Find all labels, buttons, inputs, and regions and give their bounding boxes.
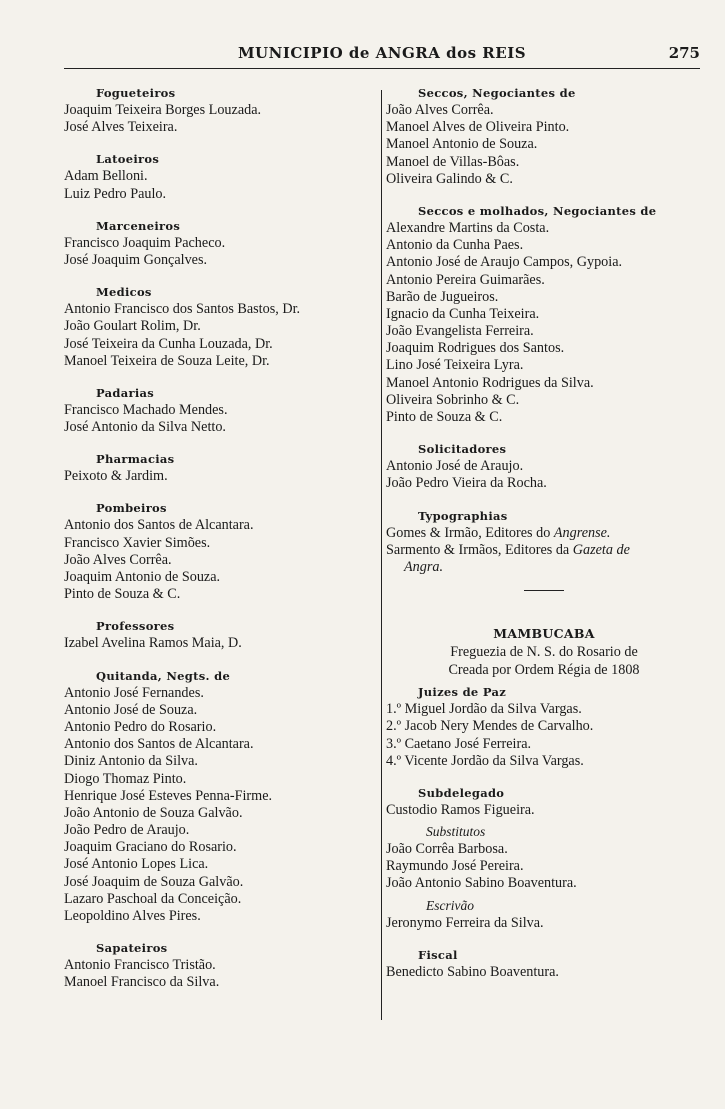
list-item: João Antonio de Souza Galvão. <box>64 804 243 821</box>
list-item: Lino José Teixeira Lyra. <box>386 357 524 374</box>
entry-list <box>64 102 382 136</box>
section-heading: Pharmacias <box>96 452 175 467</box>
section-heading: Escrivão <box>426 897 474 913</box>
list-item: Manoel de Villas-Bôas. <box>386 153 520 170</box>
section-separator <box>524 590 564 591</box>
section <box>64 499 382 603</box>
list-item: José Antonio Lopes Lica. <box>64 856 209 873</box>
list-item: Luiz Pedro Paulo. <box>64 185 167 202</box>
list-item: Alexandre Martins da Costa. <box>386 219 550 236</box>
list-item: João Evangelista Ferreira. <box>386 323 534 340</box>
list-item: Adam Belloni. <box>64 168 148 185</box>
section <box>64 617 382 652</box>
section <box>64 150 382 202</box>
list-item: Manoel Teixeira de Souza Leite, Dr. <box>64 352 270 369</box>
section <box>64 84 382 136</box>
header-rule <box>64 68 700 69</box>
entry-list <box>64 957 382 991</box>
list-item: Antonio José de Araujo. <box>386 458 524 475</box>
list-item: José Joaquim de Souza Galvão. <box>64 873 244 890</box>
section-seccos <box>386 84 702 188</box>
list-item <box>386 542 702 559</box>
list-item: Jeronymo Ferreira da Silva. <box>386 914 544 931</box>
list-item: João Antonio Sabino Boaventura. <box>386 875 577 892</box>
list-item: Lazaro Paschoal da Conceição. <box>64 890 242 907</box>
section <box>64 217 382 269</box>
entry-list <box>64 235 382 269</box>
section-solicitadores <box>386 440 702 492</box>
list-item: Antonio Pereira Guimarães. <box>386 271 545 288</box>
list-item: Henrique José Esteves Penna-Firme. <box>64 787 273 804</box>
entry-list <box>64 635 382 652</box>
section-heading: Medicos <box>96 285 152 300</box>
list-item: Izabel Avelina Ramos Maia, D. <box>64 635 242 652</box>
section-heading: Juizes de Paz <box>418 685 507 700</box>
section-heading: Pombeiros <box>96 501 167 516</box>
entry-list <box>386 458 702 492</box>
list-item: Diogo Thomaz Pinto. <box>64 770 187 787</box>
list-item: Diniz Antonio da Silva. <box>64 753 198 770</box>
list-item: José Alves Teixeira. <box>64 119 178 136</box>
district-subtitle: Creada por Ordem Régia de 1808 <box>448 662 640 679</box>
entry-list <box>386 102 702 188</box>
entry-list <box>386 220 702 426</box>
list-item: Francisco Machado Mendes. <box>64 401 228 418</box>
list-item: Joaquim Antonio de Souza. <box>64 569 221 585</box>
section-seccos-molhados <box>386 202 702 426</box>
section-heading: Fogueteiros <box>96 86 176 100</box>
list-item: Peixoto & Jardim. <box>64 468 168 485</box>
list-item: Antonio José de Araujo Campos, Gypoia. <box>386 254 623 271</box>
entry-list <box>64 517 382 603</box>
list-item: Francisco Joaquim Pacheco. <box>64 234 226 251</box>
list-item: João Corrêa Barbosa. <box>386 841 508 858</box>
section-subdelegado <box>386 784 702 819</box>
list-item: Joaquim Teixeira Borges Louzada. <box>64 102 262 118</box>
list-item: Antonio da Cunha Paes. <box>386 237 524 254</box>
list-item: Antonio dos Santos de Alcantara. <box>64 517 254 534</box>
list-item: Raymundo José Pereira. <box>386 858 524 875</box>
left-column <box>64 84 382 1006</box>
list-item: Manoel Alves de Oliveira Pinto. <box>386 119 570 136</box>
section-fiscal <box>386 946 702 981</box>
entry-text: Sarmento & Irmãos, Editores da <box>386 541 573 558</box>
section-typographias <box>386 507 702 577</box>
list-item: 1.º Miguel Jordão da Silva Vargas. <box>386 701 582 718</box>
entry-list <box>386 701 702 770</box>
section-heading: Sapateiros <box>96 941 168 956</box>
list-item: Benedicto Sabino Boaventura. <box>386 963 559 980</box>
section-heading: Professores <box>96 619 175 634</box>
list-item: Antonio José Fernandes. <box>64 684 204 701</box>
right-column <box>386 84 702 995</box>
section <box>64 667 382 926</box>
list-item: Antonio José de Souza. <box>64 701 198 718</box>
list-item: Manoel Francisco da Silva. <box>64 974 220 991</box>
entry-list <box>64 168 382 202</box>
entry-list <box>64 685 382 926</box>
section-heading: Substitutos <box>426 824 486 840</box>
list-item: 2.º Jacob Nery Mendes de Carvalho. <box>386 718 594 735</box>
section-heading: Solicitadores <box>418 442 507 457</box>
list-item: José Antonio da Silva Netto. <box>64 419 226 436</box>
section-heading: Quitanda, Negts. de <box>96 668 231 683</box>
list-item: Manoel Antonio Rodrigues da Silva. <box>386 374 594 391</box>
newspaper-name: Angra. <box>404 558 444 575</box>
list-item: Antonio Pedro do Rosario. <box>64 718 217 735</box>
section-heading: Latoeiros <box>96 152 160 167</box>
list-item: João Alves Corrêa. <box>386 102 494 118</box>
list-item: José Joaquim Gonçalves. <box>64 251 208 268</box>
list-item: Oliveira Sobrinho & C. <box>386 391 520 408</box>
district-title: MAMBUCABA <box>493 626 595 642</box>
list-item: Manoel Antonio de Souza. <box>386 136 538 153</box>
entry-text: Gomes & Irmão, Editores do <box>386 524 554 541</box>
newspaper-name: Gazeta de <box>572 541 630 558</box>
list-item: Oliveira Galindo & C. <box>386 170 513 187</box>
entry-list <box>64 301 382 370</box>
entry-list <box>386 915 702 932</box>
section <box>64 283 382 370</box>
list-item: 3.º Caetano José Ferreira. <box>386 735 532 752</box>
section <box>64 450 382 485</box>
section-escrivao <box>386 897 702 932</box>
page-header <box>64 40 700 68</box>
entry-list <box>386 964 702 981</box>
section <box>64 384 382 436</box>
section-substitutos <box>386 823 702 893</box>
list-item: Ignacio da Cunha Teixeira. <box>386 305 540 322</box>
list-item: Custodio Ramos Figueira. <box>386 801 535 818</box>
list-item: Francisco Xavier Simões. <box>64 534 211 551</box>
section-heading: Seccos e molhados, Negociantes de <box>418 203 657 218</box>
list-item: Pinto de Souza & C. <box>64 586 181 603</box>
list-item: João Pedro de Araujo. <box>64 822 190 839</box>
section-mambucaba <box>386 625 702 679</box>
section <box>64 939 382 991</box>
section-juizes <box>386 683 702 770</box>
list-item <box>386 525 702 542</box>
entry-list <box>386 802 702 819</box>
list-item: Leopoldino Alves Pires. <box>64 908 201 924</box>
list-item: Antonio Francisco dos Santos Bastos, Dr. <box>64 301 301 318</box>
list-item: 4.º Vicente Jordão da Silva Vargas. <box>386 752 584 769</box>
list-item: João Pedro Vieira da Rocha. <box>386 475 547 492</box>
section-heading: Seccos, Negociantes de <box>418 86 576 100</box>
list-item: José Teixeira da Cunha Louzada, Dr. <box>64 335 273 352</box>
page-number: 275 <box>668 44 700 62</box>
entry-list <box>64 468 382 485</box>
list-item: Joaquim Rodrigues dos Santos. <box>386 340 565 357</box>
entry-list <box>64 402 382 436</box>
list-item: Barão de Jugueiros. <box>386 288 499 305</box>
section-heading: Padarias <box>96 385 155 400</box>
section-heading: Subdelegado <box>418 785 505 800</box>
list-item: Antonio Francisco Tristão. <box>64 957 216 974</box>
list-item: João Alves Corrêa. <box>64 551 172 568</box>
district-subtitle: Freguezia de N. S. do Rosario de <box>450 644 638 661</box>
section-heading: Typographias <box>418 508 508 523</box>
page-title: MUNICIPIO de ANGRA dos REIS <box>237 44 527 62</box>
entry-list <box>386 841 702 893</box>
list-item: Antonio dos Santos de Alcantara. <box>64 736 254 753</box>
list-item <box>386 559 702 576</box>
list-item: João Goulart Rolim, Dr. <box>64 318 201 335</box>
section-heading: Fiscal <box>418 947 458 962</box>
list-item: Pinto de Souza & C. <box>386 409 503 425</box>
list-item: Joaquim Graciano do Rosario. <box>64 839 237 856</box>
newspaper-name: Angrense. <box>553 524 611 541</box>
section-heading: Marceneiros <box>96 218 181 233</box>
